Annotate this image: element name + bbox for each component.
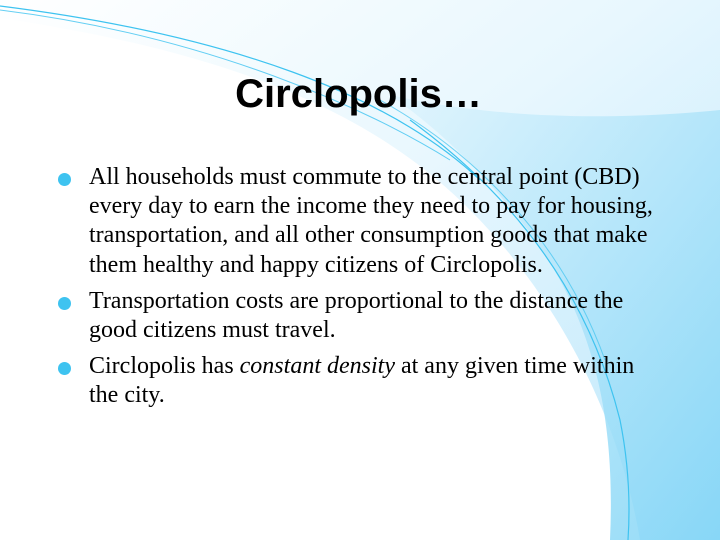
bullet-item bbox=[58, 352, 658, 410]
bullet-item bbox=[58, 163, 658, 280]
bullet-dot-icon bbox=[58, 173, 71, 186]
bullet-list bbox=[58, 163, 658, 418]
slide-title-text: Circlopolis… bbox=[235, 72, 482, 116]
bullet-dot-icon bbox=[58, 297, 71, 310]
bullet-text-italic: constant density bbox=[239, 353, 395, 380]
bullet-dot-icon bbox=[58, 362, 71, 375]
bullet-text-before: Circlopolis has bbox=[89, 353, 240, 380]
bullet-item bbox=[58, 287, 658, 345]
bullet-text: All households must commute to the central point (CBD) every day to earn the income they need to pay for housing, transportation, and all other consumption goods that make them healthy and happy citizens of Circlopolis. bbox=[89, 164, 653, 278]
slide-title bbox=[0, 68, 720, 120]
bullet-text: Transportation costs are proportional to the distance the good citizens must travel. bbox=[89, 287, 624, 344]
bullet-text-after: at any given time within the city. bbox=[89, 353, 635, 409]
